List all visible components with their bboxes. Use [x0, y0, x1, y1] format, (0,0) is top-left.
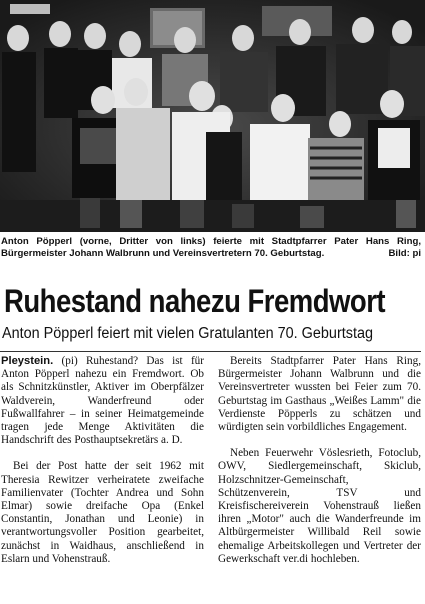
caption-text: Anton Pöpperl (vorne, Dritter von links) feierte mit Stadtpfarrer Pater Hans Ring, Bürgermeister Johann Walbrunn und Vereinsvertretern 70. Geburtstag. [1, 236, 421, 259]
headline: Ruhestand nahezu Fremdwort [4, 283, 386, 319]
group-photo-illustration [0, 0, 425, 232]
photo-credit: Bild: pi [384, 248, 421, 260]
article-paragraph: Bei der Post hatte der seit 1962 mit Theresia Rewitzer verheiratete zweifache Familienvater (Tochter Andrea und Sohn Elmar) sowie dreifache Opa (Enkel Constantin, Jonathan und Leonie) in verantwortungsvoller Position gearbeitet, zunächst in Waidhaus, anschließend in Eslarn und Vohenstrauß. [1, 460, 204, 565]
paragraph-text: (pi) Ruhestand? Das ist für Anton Pöpperl nahezu ein Fremdwort. Ob als Schnitzkünstler, Aktiver im Oberpfälzer Waldverein, Wanderfreund oder Fußwallfahrer – in seiner Heimatgemeinde tragen jede Menge Aktivitäten die Handschrift des Posthauptsekretärs a. D. [1, 355, 204, 447]
group-photo [0, 0, 425, 232]
article-paragraph: Neben Feuerwehr Vöslesrieth, Fotoclub, OWV, Siedlergemeinschaft, Skiclub, Holzschnitzer-Gemeinschaft, Schützenverein, TSV und Kreisfischereiverein Vohenstrauß ließen ihren „Motor" auch die Wanderfreunde im Altbürgermeister Willibald Reil sowie ehemalige Arbeitskollegen und Vertreter der Gewerkschaft ver.di hochleben. [218, 447, 421, 565]
article-paragraph: Bereits Stadtpfarrer Pater Hans Ring, Bürgermeister Johann Walbrunn und die Vereinsvertreter wussten bei Feier zum 70. Geburtstag im Gasthaus „Weißes Lamm" die Verdienste Pöpperls zu schätzen und würdigten sein vorbildliches Engagement. [218, 355, 421, 434]
article-column-right [218, 355, 421, 566]
article-paragraph [1, 355, 204, 447]
photo-caption [1, 236, 421, 259]
dateline: Pleystein. [1, 355, 54, 367]
divider [0, 351, 421, 352]
subheadline: Anton Pöpperl feiert mit vielen Gratulanten 70. Geburtstag [2, 325, 373, 342]
article-column-left [1, 355, 204, 566]
